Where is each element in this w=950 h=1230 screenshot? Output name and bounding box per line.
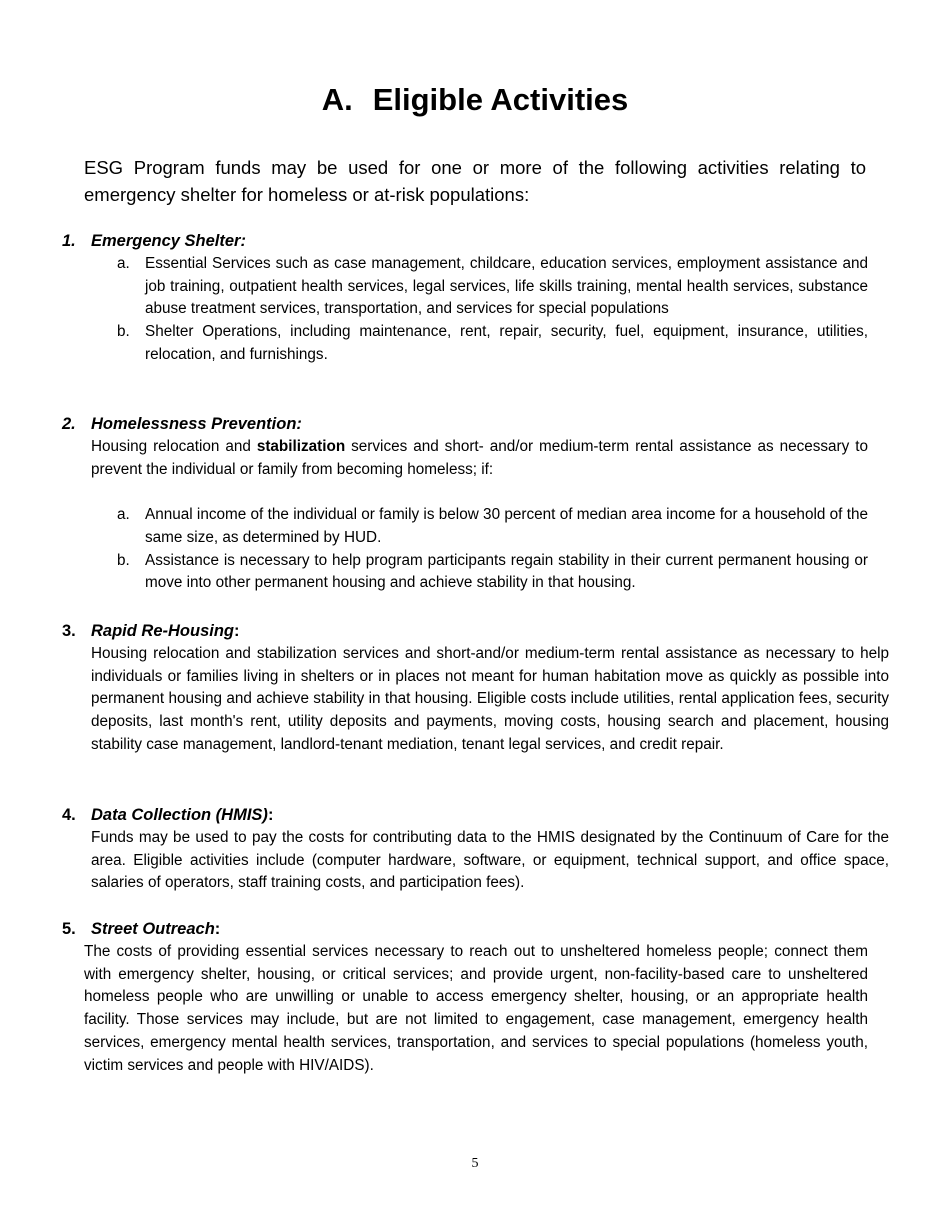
list-item [89,504,868,549]
section-heading [62,918,868,941]
section-list [89,253,868,367]
page-title [0,80,950,120]
list-text: Shelter Operations, including maintenance, rent, repair, security, fuel, equipment, insurance, utilities, relocation, and furnishings. [145,323,868,363]
section-paragraph: Funds may be used to pay the costs for contributing data to the HMIS designated by the Continuum of Care for the area. Eligible activities include (computer hardware, software, or equipment, technical support, and office space, salaries of operators, staff training costs, and participation fees). [91,829,889,892]
section-heading [62,804,889,827]
section-paragraph: The costs of providing essential services necessary to reach out to unsheltered homeless people; connect them with emergency shelter, housing, or critical services; and provide urgent, non-facility-based care to unsheltered homeless people who are unwilling or unable to access emergency shelter, housing, or an appropriate health facility. Those services may include, but are not limited to engagement, case management, emergency health services, emergency mental health services, transportation, and services to special populations (homeless youth, victim services and people with HIV/AIDS). [84,943,868,1074]
list-text: Assistance is necessary to help program participants regain stability in their current permanent housing or move into other permanent housing and achieve stability in that housing. [145,551,868,592]
para-text-start: Housing relocation and [91,438,251,455]
section-title: Homelessness Prevention: [91,415,302,433]
list-text: Essential Services such as case management, childcare, education services, employment assistance and job training, outpatient health services, legal services, life skills training, mental health services, substance abuse treatment services, transportation, and services for special populations [145,255,868,318]
title-letter: A. [321,82,353,117]
section-paragraph: Housing relocation and stabilization services and short-and/or medium-term rental assistance as necessary to help individuals or families living in shelters or in places not meant for human habitation move as quickly as possible into permanent housing and achieve stability in that housing. Eligible costs include utilities, rental application fees, security deposits, last month's rent, utility deposits and payments, moving costs, housing search and placement, housing stability case management, landlord-tenant mediation, tenant legal services, and credit repair. [91,645,889,753]
section-title: Rapid Re-Housing [91,622,234,640]
section-number: 2. [62,415,76,433]
section-number: 4. [62,806,76,824]
page-number: 5 [471,1156,479,1171]
heading-colon: : [267,806,274,824]
section-list [89,504,868,595]
section-number: 1. [62,232,76,250]
section-homelessness-prevention [62,413,868,595]
para-bold-text: stabilization [256,438,346,455]
intro-paragraph: ESG Program funds may be used for one or more of the following activities relating to emergency shelter for homeless or at-risk populations: [84,157,866,205]
section-data-collection [62,804,889,895]
section-rapid-rehousing [62,620,889,757]
heading-colon: : [214,920,221,938]
list-item [89,550,868,595]
section-emergency-shelter [62,230,868,367]
section-street-outreach [62,918,868,1077]
list-item [89,321,868,366]
list-label: a. [117,255,130,272]
list-label: a. [117,506,130,524]
list-label: b. [117,323,130,341]
section-number: 5. [62,920,76,938]
section-heading [62,620,889,643]
para-text-end: services and short- and/or medium-term rental assistance as necessary to prevent the individual or family from becoming homeless; if: [91,438,869,478]
section-title: Emergency Shelter: [91,232,246,250]
heading-colon: : [234,622,240,640]
title-text: Eligible Activities [372,82,629,117]
section-heading [62,413,868,436]
section-paragraph [91,436,868,481]
section-heading [62,230,868,253]
list-label: b. [117,551,130,569]
section-number: 3. [62,622,76,640]
section-title: Street Outreach [91,920,215,938]
section-title: Data Collection (HMIS) [91,806,268,824]
list-item [89,253,868,321]
list-text: Annual income of the individual or family is below 30 percent of median area income for a household of the same size, as determined by HUD. [145,506,868,546]
